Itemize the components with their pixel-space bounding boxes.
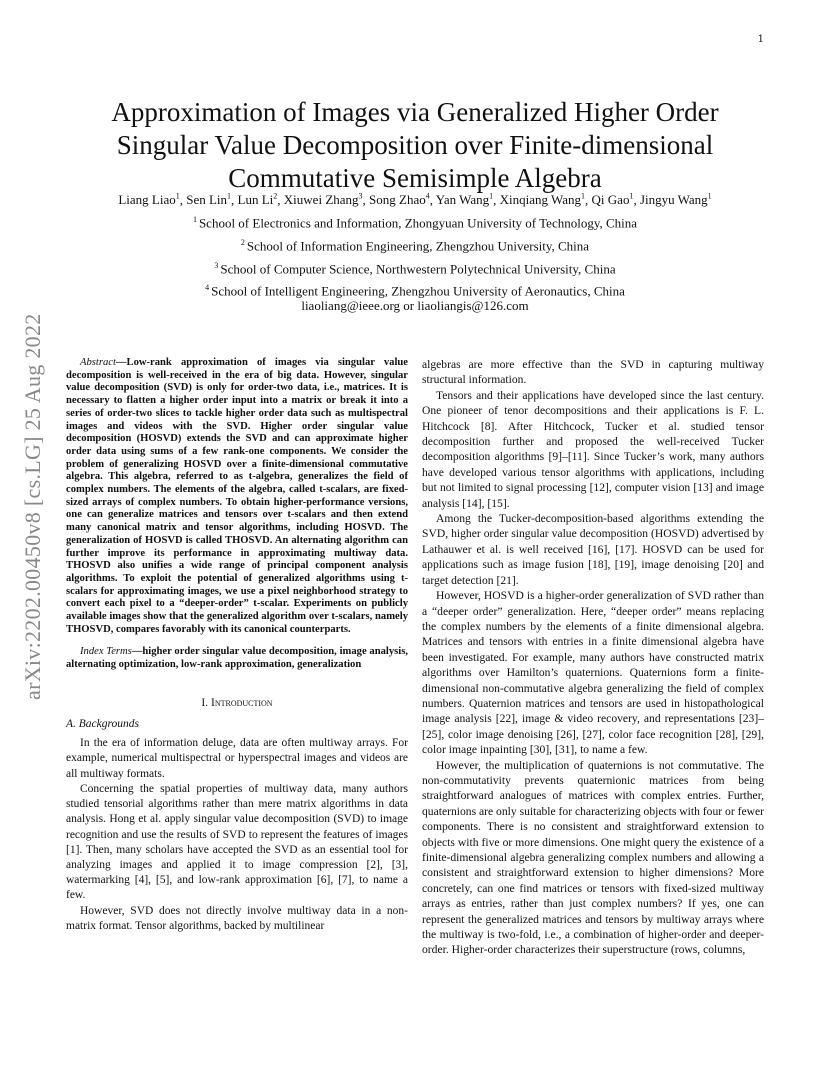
author-list: Liang Liao$^1$, Sen Lin$^1$, Lun Li$^2$, Xiuwei Zhang$^3$, Song Zhao$^4$, Yan Wang$^1$, Xinqiang Wang$^1$, Qi Gao$^1$, Jingyu Wang$^1$ <box>118 192 712 208</box>
author-name: Xiuwei Zhang <box>283 192 359 208</box>
left-column <box>66 357 408 934</box>
author <box>436 192 493 207</box>
title-line: Singular Value Decomposition over Finite-dimensional <box>116 130 714 161</box>
author-email: liaoliang@ieee.org or liaoliangis@126.com <box>301 298 529 313</box>
author <box>592 192 634 207</box>
author-name: Jingyu Wang <box>639 192 708 208</box>
author-name: Lun Li <box>237 192 274 208</box>
paragraph: However, the multiplication of quaternions is not commutative. The non-commutativity prevents quaternionic matrices from being straightforward analogues of matrices with complex entries. Further, quaternions are only suitable for characterizing objects with four or fewer components. There is no consistent and straightforward extension to objects with five or more dimensions. One might query the existence of a finite-dimensional algebra generalizing complex numbers and allowing a consistent and straightforward extension to higher dimensions? More concretely, can one find matrices or tensors with fixed-sized multiway arrays as entries, rather than just complex numbers? If yes, one can represent the generalized matrices and tensors by multiway arrays where the multiway is two-fold, i.e., a combination of higher-order and deeper-order. Higher-order characterizes their superstructure (rows, columns, <box>422 758 764 957</box>
index-terms-text: —higher order singular value decomposition, image analysis, alternating optimization, low-rank approximation, generalization <box>66 646 408 671</box>
right-column <box>422 357 764 958</box>
author <box>284 192 363 207</box>
paper-title <box>60 96 770 195</box>
author <box>118 192 179 207</box>
author-affiliation-mark: 4 <box>425 192 430 201</box>
author-affiliation-mark: 3 <box>358 192 363 201</box>
arxiv-stamp: arXiv:2202.00450v8 [cs.LG] 25 Aug 2022 <box>20 313 45 700</box>
author-name: Liang Liao <box>118 192 176 208</box>
affiliation: $^3$ School of Computer Science, Northwestern Polytechnical University, China <box>214 260 616 276</box>
page-number: 1 <box>757 34 764 45</box>
author-affiliation-mark: 1 <box>581 192 586 201</box>
author <box>369 192 430 207</box>
author-affiliation-mark: 1 <box>629 192 634 201</box>
author-affiliation-mark: 1 <box>175 192 180 201</box>
affiliation: $^2$ School of Information Engineering, Zhengzhou University, China <box>240 237 590 254</box>
abstract-label: Abstract <box>80 357 116 368</box>
title-line: Commutative Semisimple Algebra <box>228 163 602 194</box>
author-name: Xinqiang Wang <box>499 192 582 208</box>
paragraph: However, HOSVD is a higher-order generalization of SVD rather than a “deeper order” generalization. Here, “deeper order” means replacing the complex numbers by the elements of a finite dimensional algebra. Matrices and tensors with entries in a finite dimensional algebra have been investigated. For example, many authors have constructed matrix algorithms over Hamilton’s quaternions. Quaternions form a finite-dimensional non-commutative algebra generalizing the field of complex numbers. Quaternion matrices and tensors are used in histopathological image analysis [22], image & video recovery, and representations [23]–[25], color image denoising [26], [27], color face recognition [28], [29], color image inpainting [30], [31], to name a few. <box>422 589 764 757</box>
affiliation: $^4$ School of Intelligent Engineering, Zhengzhou University of Aeronautics, China <box>205 283 625 299</box>
section-heading: I. Introduction <box>201 696 273 709</box>
paragraph: Concerning the spatial properties of multiway data, many authors studied tensorial algorithms rather than mere matrix algorithms in data analysis. Hong et al. apply singular value decomposition (SVD) to image recognition and use the results of SVD to represent the features of images [1]. Then, many scholars have accepted the SVD as an essential tool for analyzing images and applied it to image compression [2], [3], watermarking [4], [5], and low-rank approximation [6], [7], to name a few. <box>66 782 408 902</box>
author-name: Yan Wang <box>435 192 490 208</box>
subsection-heading: A. Backgrounds <box>66 718 140 731</box>
author-name: Sen Lin <box>186 192 228 208</box>
author <box>186 192 231 207</box>
author <box>500 192 585 207</box>
paragraph: Among the Tucker-decomposition-based algorithms extending the SVD, higher order singular value decomposition (HOSVD) advertised by Lathauwer et al. is well received [16], [17]. HOSVD can be used for applications such as image fusion [18], [19], image denoising [20] and target detection [21]. <box>422 512 764 587</box>
abstract-text: —Low-rank approximation of images via singular value decomposition is well-received in the era of big data. However, singular value decomposition (SVD) is only for order-two data, i.e., matrices. It is necessary to flatten a higher order input into a matrix or break it into a series of order-two slices to tackle higher order data such as multispectral images and videos with the SVD. Higher order singular value decomposition (HOSVD) extends the SVD and can approximate higher order data using sums of a few rank-one components. We consider the problem of generalizing HOSVD over a finite-dimensional commutative algebra. This algebra, referred to as t-algebra, generalizes the field of complex numbers. The elements of the algebra, called t-scalars, are fixed-sized arrays of complex numbers. To obtain higher-performance versions, one can generalize matrices and tensors over t-scalars and then extend many canonical matrix and tensor algorithms, including HOSVD. The generalization of HOSVD is called THOSVD. An alternating algorithm can further improve its performance in approximating multiway data. THOSVD also unifies a wide range of principal component analysis algorithms. To exploit the potential of generalized algorithms using t-scalars for approximating images, we use a pixel neighborhood strategy to convert each pixel to a “deeper-order” t-scalar. Experiments on publicly available images show that the generalized algorithm over t-scalars, namely THOSVD, compares favorably with its canonical counterparts. <box>66 357 408 635</box>
author-affiliation-mark: 1 <box>707 192 712 201</box>
paragraph: However, SVD does not directly involve multiway data in a non-matrix format. Tensor algorithms, backed by multilinear <box>66 904 408 932</box>
author-affiliation-mark: 1 <box>489 192 494 201</box>
paragraph: Tensors and their applications have developed since the last century. One pioneer of tenor decompositions and their applications is F. L. Hitchcock [8]. After Hitchcock, Tucker et al. studied tensor decomposition further and proposed the well-received Tucker decomposition algorithms [9]–[11]. Since Tucker’s work, many authors have developed various tensor algorithms with applications, including but not limited to signal processing [12], computer vision [13] and image analysis [14], [15]. <box>422 388 764 510</box>
paragraph: In the era of information deluge, data are often multiway arrays. For example, numerical multispectral or hyperspectral images and videos are all multiway formats. <box>66 737 408 780</box>
author <box>238 192 278 207</box>
title-line: Approximation of Images via Generalized Higher Order <box>111 97 719 128</box>
index-terms <box>66 646 408 671</box>
affiliation: $^1$ School of Electronics and Information, Zhongyuan University of Technology, China <box>192 215 638 231</box>
author <box>640 192 712 207</box>
paragraph-continuation: algebras are more effective than the SVD in capturing multiway structural information. <box>422 358 764 387</box>
author-name: Song Zhao <box>369 192 426 208</box>
index-terms-label: Index Terms <box>80 646 132 658</box>
author-affiliation-mark: 1 <box>227 192 232 201</box>
author-affiliation-mark: 2 <box>273 192 278 201</box>
affiliation-list <box>60 210 770 301</box>
abstract <box>66 357 408 636</box>
author-name: Qi Gao <box>591 192 630 208</box>
